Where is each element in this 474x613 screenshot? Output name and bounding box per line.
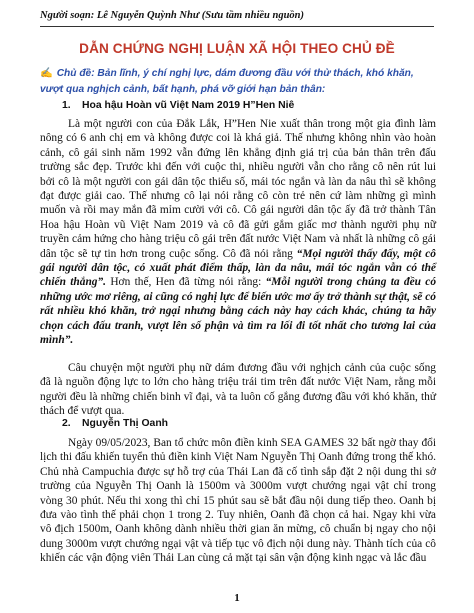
theme-line (40, 66, 436, 97)
source-note: (Sưu tầm nhiều nguồn) (201, 10, 305, 21)
paragraph: Câu chuyện một người phụ nữ dám đương đầu với nghịch cảnh của cuộc sống đã là nguồn động lực to lớn cho hàng triệu trái tim trên đất nước Việt Nam, rằng mỗi người đều là những chiến binh vĩ đại, và ta luôn cố gắng đương đầu với khó khăn, thử thách để vượt qua. (40, 362, 436, 418)
quote: “Mỗi người trong chúng ta đều có những ước mơ riêng, ai cũng có nghị lực để biến ước mơ ấy trở thành sự thật, sẽ có rất nhiều khó khăn, trở ngại nhưng bằng cách này hay cách khác, chúng ta hãy chọn cách đấu tranh, vượt lên số phận và tìm ra lối đi tốt nhất cho tương lai của mình”. (40, 276, 437, 347)
paragraph: Ngày 09/05/2023, Ban tổ chức môn điền kinh SEA GAMES 32 bất ngờ thay đổi lịch thi đấu khiến tuyển thủ điền kinh Việt Nam Nguyễn Thị Oanh đứng trong thế khó. Chủ nhà Campuchia được sự hỗ trợ của Thái Lan đã cố tình sắp đặt 2 nội dung thi sở trường của Nguyễn Thị Oanh là 1500m và 3000m vượt chướng ngại vật chỉ trong vòng 30 phút. Nếu thi xong thì chỉ 15 phút sau sẽ bắt đầu nội dung tiếp theo. Oanh bị đưa vào tình thế phải chọn 1 trong 2. Tuy nhiên, Oanh đã chọn cả hai. Ngay khi vừa vô địch 1500m, Oanh không dành nhiều thời gian ăn mừng, cô chuẩn bị ngay cho nội dung 3000m vượt chướng ngại vật và tiếp tục vô địch nội dung này. Thành tích của cô khiến các vận động viên Thái Lan cùng cả mặt tại sân vận động kinh ngạc và lắc đầu (40, 437, 436, 565)
section-number: 2. (62, 418, 71, 429)
section-2-body (40, 436, 436, 566)
page-number: 1 (234, 592, 240, 604)
section-title: Hoa hậu Hoàn vũ Việt Nam 2019 H”Hen Niê (82, 100, 295, 111)
section-1-conclusion (40, 361, 436, 419)
section-heading-2 (40, 418, 168, 429)
page-title: DẪN CHỨNG NGHỊ LUẬN XÃ HỘI THEO CHỦ ĐỀ (79, 41, 395, 56)
author-line (40, 10, 434, 21)
theme-text: Chủ đề: Bản lĩnh, ý chí nghị lực, dám đương đầu với thử thách, khó khăn, vượt qua nghịch cảnh, bất hạnh, phá vỡ giới hạn bản thân: (40, 68, 414, 95)
author-label: Người soạn: Lê Nguyễn Quỳnh Như (40, 10, 200, 21)
paragraph-text: Hơn thế, Hen đã từng nói rằng: (106, 276, 266, 289)
paragraph-text: Là một người con của Đắk Lắk, H”Hen Nie xuất thân trong một gia đình làm nông có 6 anh chị em và không được coi là khá giả. Thế nhưng không nhìn vào hoàn cảnh, cô gái sinh năm 1992 vẫn đứng lên khẳng định giá trị của bản thân trên đấu trường sắc đẹp. Trước khi đến với cuộc thi, nhiều người vẫn cho rằng cô nên rút lui bởi cô là một người con gái dân tộc thiểu số, mái tóc ngắn và làn da nâu thì sẽ không đạt được giải cao. Thế nhưng cô lại nói rằng cô còn trẻ nên cứ làm những gì mình muốn và rồi may mắn đã mỉm cười với cô. Cô gái người dân tộc ấy đã trở thành Tân Hoa hậu Hoàn vũ Việt Nam 2019 và cô đã gửi gắm giấc mơ thành người phụ nữ truyền cảm hứng cho hàng triệu cô gái trên đất nước Việt Nam và nhất là những cô gái dân tộc sẽ tự tin hơn trong cuộc sống. Cô đã nói rằng (40, 118, 436, 260)
section-title: Nguyễn Thị Oanh (82, 418, 169, 429)
section-1-body (40, 117, 436, 348)
paragraph (40, 117, 436, 348)
header-divider (40, 26, 434, 27)
quote: “Mọi người thấy đấy, một cô gái người dân tộc, có xuất phát điểm thấp, làn da nâu, mái tóc ngắn vẫn có thể chiến thắng”. (40, 247, 436, 289)
section-number: 1. (62, 100, 71, 111)
section-heading-1 (40, 100, 294, 111)
pen-icon: ✍ (40, 68, 53, 79)
